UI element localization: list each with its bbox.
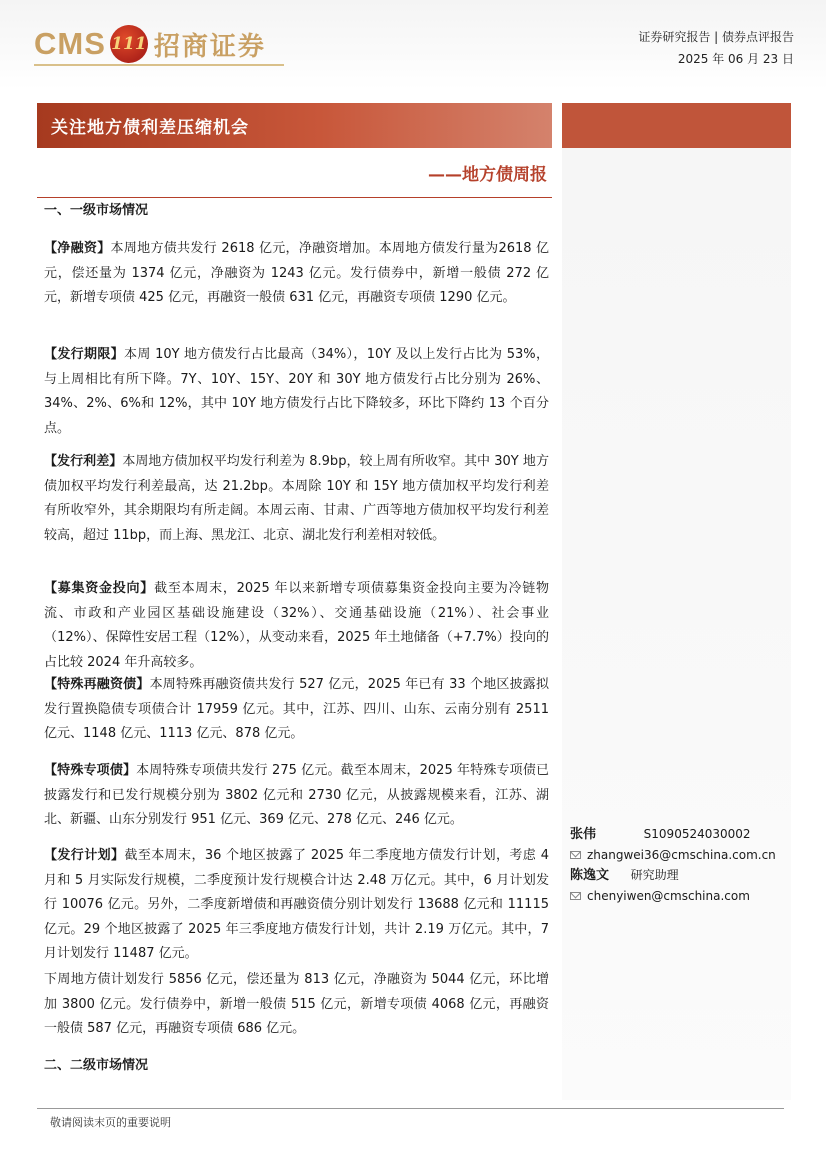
paragraph-fund-use: [44, 577, 549, 675]
paragraph-text: 本周地方债加权平均发行利差为 8.9bp，较上周有所收窄。其中 30Y 地方债加权平均发行利差最高，达 21.2bp。本周除 10Y 和 15Y 地方债加权平均发行利差有所收窄外，其余期限均有所走阔。本周云南、甘肃、广西等地方债加权平均发行利差较高，超过 11bp，而上海、黑龙江、北京、湖北发行利差相对较低。: [44, 454, 549, 543]
paragraph-tag: 【发行期限】: [44, 347, 124, 362]
paragraph-tag: 【特殊专项债】: [44, 763, 137, 778]
paragraph-net-financing: [44, 237, 549, 311]
analyst-email[interactable]: zhangwei36@cmschina.com.cn: [587, 848, 776, 862]
paragraph-special-project: [44, 759, 549, 833]
paragraph-text: 截至本周末，36 个地区披露了 2025 年二季度地方债发行计划，考虑 4 月和 5 月实际发行规模，二季度预计发行规模合计达 2.48 万亿元。其中，6 月计划发行 10076 亿元。另外，二季度新增债和再融资债分别计划发行 13688 亿元和 11115 亿元。29 个地区披露了 2025 年三季度地方债发行计划，共计 2.19 万亿元。其中，7 月计划发行 11487 亿元。: [44, 848, 549, 961]
paragraph-next-week: [44, 968, 549, 1042]
report-meta: [638, 26, 794, 70]
company-logo: [34, 22, 266, 66]
paragraph-issue-spread: [44, 450, 549, 548]
paragraph-text: 本周特殊再融资债共发行 527 亿元，2025 年已有 33 个地区披露拟发行置换隐债专项债合计 17959 亿元。其中，江苏、四川、山东、云南分别有 2511 亿元、1148 亿元、1113 亿元、878 亿元。: [44, 677, 549, 741]
mail-icon: [570, 851, 581, 859]
paragraph-text: 下周地方债计划发行 5856 亿元，偿还量为 813 亿元，净融资为 5044 亿元，环比增加 3800 亿元。发行债券中，新增一般债 515 亿元，新增专项债 4068 亿元，再融资一般债 587 亿元，再融资专项债 686 亿元。: [44, 972, 549, 1036]
paragraph-text: 本周 10Y 地方债发行占比最高（34%），10Y 及以上发行占比为 53%，与上周相比有所下降。7Y、10Y、15Y、20Y 和 30Y 地方债发行占比分别为 26%、34%、2%、6%和 12%，其中 10Y 地方债发行占比下降较多，环比下降约 13 个百分点。: [44, 347, 549, 436]
paragraph-issue-term: [44, 343, 549, 441]
report-type: 证券研究报告 | 债券点评报告: [638, 30, 794, 44]
section-heading-secondary-market: 二、二级市场情况: [44, 1058, 149, 1073]
footer-divider: [37, 1108, 784, 1109]
mail-icon: [570, 892, 581, 900]
paragraph-tag: 【发行利差】: [44, 454, 123, 469]
analyst-email[interactable]: chenyiwen@cmschina.com: [587, 889, 750, 903]
title-divider: [37, 197, 552, 198]
paragraph-text: 截至本周末，2025 年以来新增专项债募集资金投向主要为冷链物流、市政和产业园区基础设施建设（32%）、交通基础设施（21%）、社会事业（12%）、保障性安居工程（12%），从变动来看，2025 年土地储备（+7.7%）投向的占比较 2024 年升高较多。: [44, 581, 549, 670]
logo-company-name: 招商证券: [153, 31, 266, 62]
paragraph-tag: 【募集资金投向】: [44, 581, 155, 596]
analyst-name: 张伟: [570, 827, 597, 842]
paragraph-tag: 【发行计划】: [44, 848, 125, 863]
paragraph-text: 本周地方债共发行 2618 亿元，净融资增加。本周地方债发行量为2618 亿元，偿还量为 1374 亿元，净融资为 1243 亿元。发行债券中，新增一般债 272 亿元，新增专项债 425 亿元，再融资一般债 631 亿元，再融资专项债 1290 亿元。: [44, 241, 549, 305]
report-date: 2025 年 06 月 23 日: [677, 52, 794, 66]
footer-disclaimer: 敬请阅读末页的重要说明: [50, 1116, 171, 1129]
logo-cms-text: CMS: [34, 26, 106, 61]
analyst-cert: S1090524030002: [643, 827, 751, 841]
paragraph-tag: 【特殊再融资债】: [44, 677, 150, 692]
paragraph-tag: 【净融资】: [44, 241, 111, 256]
analyst-card: [570, 824, 776, 906]
analyst-role: 研究助理: [630, 868, 679, 882]
logo-emblem-icon: 111: [110, 25, 148, 63]
logo-underline: [34, 64, 284, 66]
paragraph-special-refinancing: [44, 673, 549, 747]
sidebar-column: [562, 148, 791, 1100]
section-heading-primary-market: 一、一级市场情况: [44, 203, 149, 218]
paragraph-text: 本周特殊专项债共发行 275 亿元。截至本周末，2025 年特殊专项债已披露发行和已发行规模分别为 3802 亿元和 2730 亿元，从披露规模来看，江苏、湖北、新疆、山东分别发行 951 亿元、369 亿元、278 亿元、246 亿元。: [44, 763, 549, 827]
title-banner: [37, 103, 552, 148]
paragraph-issue-plan: [44, 844, 549, 967]
report-title: 关注地方债利差压缩机会: [51, 118, 249, 138]
analyst-name: 陈逸文: [570, 868, 610, 883]
sidebar-banner: [562, 103, 791, 148]
report-subtitle: ——地方债周报: [428, 165, 547, 185]
